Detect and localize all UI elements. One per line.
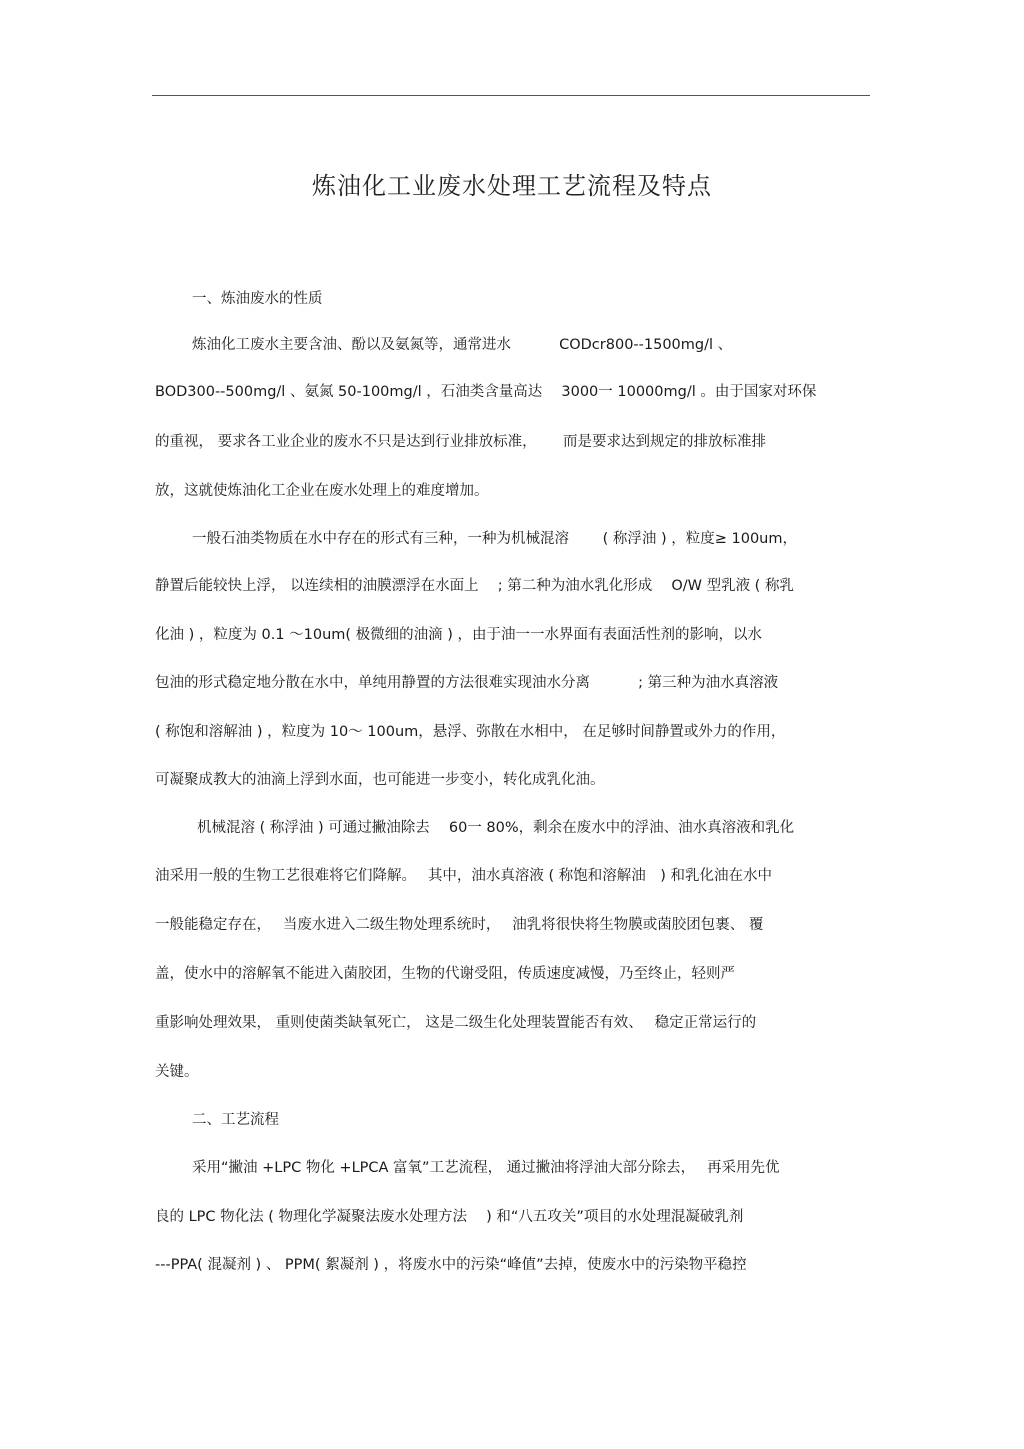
body-line: 重影响处理效果， 重则使菌类缺氧死亡， 这是二级生化处理装置能否有效、 稳定正常运行的 [155,1015,757,1031]
body-line: 静置后能较快上浮， 以连续相的油膜漂浮在水面上 ; 第二种为油水乳化形成 O/W 型乳液 ( 称乳 [155,578,794,594]
body-line: 采用“撇油 +LPC 物化 +LPCA 富氧”工艺流程， 通过撇油将浮油大部分除去， 再采用先优 [192,1160,780,1176]
body-line: 关键。 [155,1064,199,1080]
body-line: 机械混溶 ( 称浮油 ) 可通过撇油除去 60一 80%，剩余在废水中的浮油、油水真溶液和乳化 [197,820,795,836]
body-line: 化油 ) ，粒度为 0.1 ～10um( 极微细的油滴 ) ，由于油一一水界面有表面活性剂的影响，以水 [155,627,763,643]
section-heading-2: 二、工艺流程 [192,1112,279,1128]
document-title: 炼油化工业废水处理工艺流程及特点 [312,172,712,200]
body-line: BOD300--500mg/l 、氨氮 50-100mg/l ，石油类含量高达 3000一 10000mg/l 。由于国家对环保 [155,384,817,400]
body-line: 油采用一般的生物工艺很难将它们降解。 其中，油水真溶液 ( 称饱和溶解油 ) 和乳化油在水中 [155,868,772,884]
body-line: ( 称饱和溶解油 ) ，粒度为 10～ 100um，悬浮、弥散在水相中， 在足够时间静置或外力的作用， [155,724,786,740]
header-rule [152,95,870,96]
body-line: 炼油化工废水主要含油、酚以及氨氮等，通常进水 CODcr800--1500mg/l 、 [192,337,733,353]
body-line: 可凝聚成教大的油滴上浮到水面，也可能进一步变小，转化成乳化油。 [155,772,605,788]
body-line: 盖，使水中的溶解氧不能进入菌胶团，生物的代谢受阻，传质速度减慢，乃至终止，轻则严 [155,966,735,982]
section-heading-1: 一、炼油废水的性质 [192,291,323,307]
body-line: 放，这就使炼油化工企业在废水处理上的难度增加。 [155,483,489,499]
body-line: 一般石油类物质在水中存在的形式有三种，一种为机械混溶 ( 称浮油 ) ，粒度≥ 100um， [192,531,797,547]
body-line: 良的 LPC 物化法 ( 物理化学凝聚法废水处理方法 ) 和“八五攻关”项目的水处理混凝破乳剂 [155,1209,744,1225]
body-line: ---PPA( 混凝剂 ) 、 PPM( 絮凝剂 ) ，将废水中的污染“峰值”去掉，使废水中的污染物平稳控 [155,1257,747,1273]
body-line: 的重视， 要求各工业企业的废水不只是达到行业排放标准， 而是要求达到规定的排放标准排 [155,434,766,450]
body-line: 一般能稳定存在， 当废水进入二级生物处理系统时， 油乳将很快将生物膜或菌胶团包裹、 覆 [155,917,764,933]
body-line: 包油的形式稳定地分散在水中，单纯用静置的方法很难实现油水分离 ; 第三种为油水真溶液 [155,675,779,691]
